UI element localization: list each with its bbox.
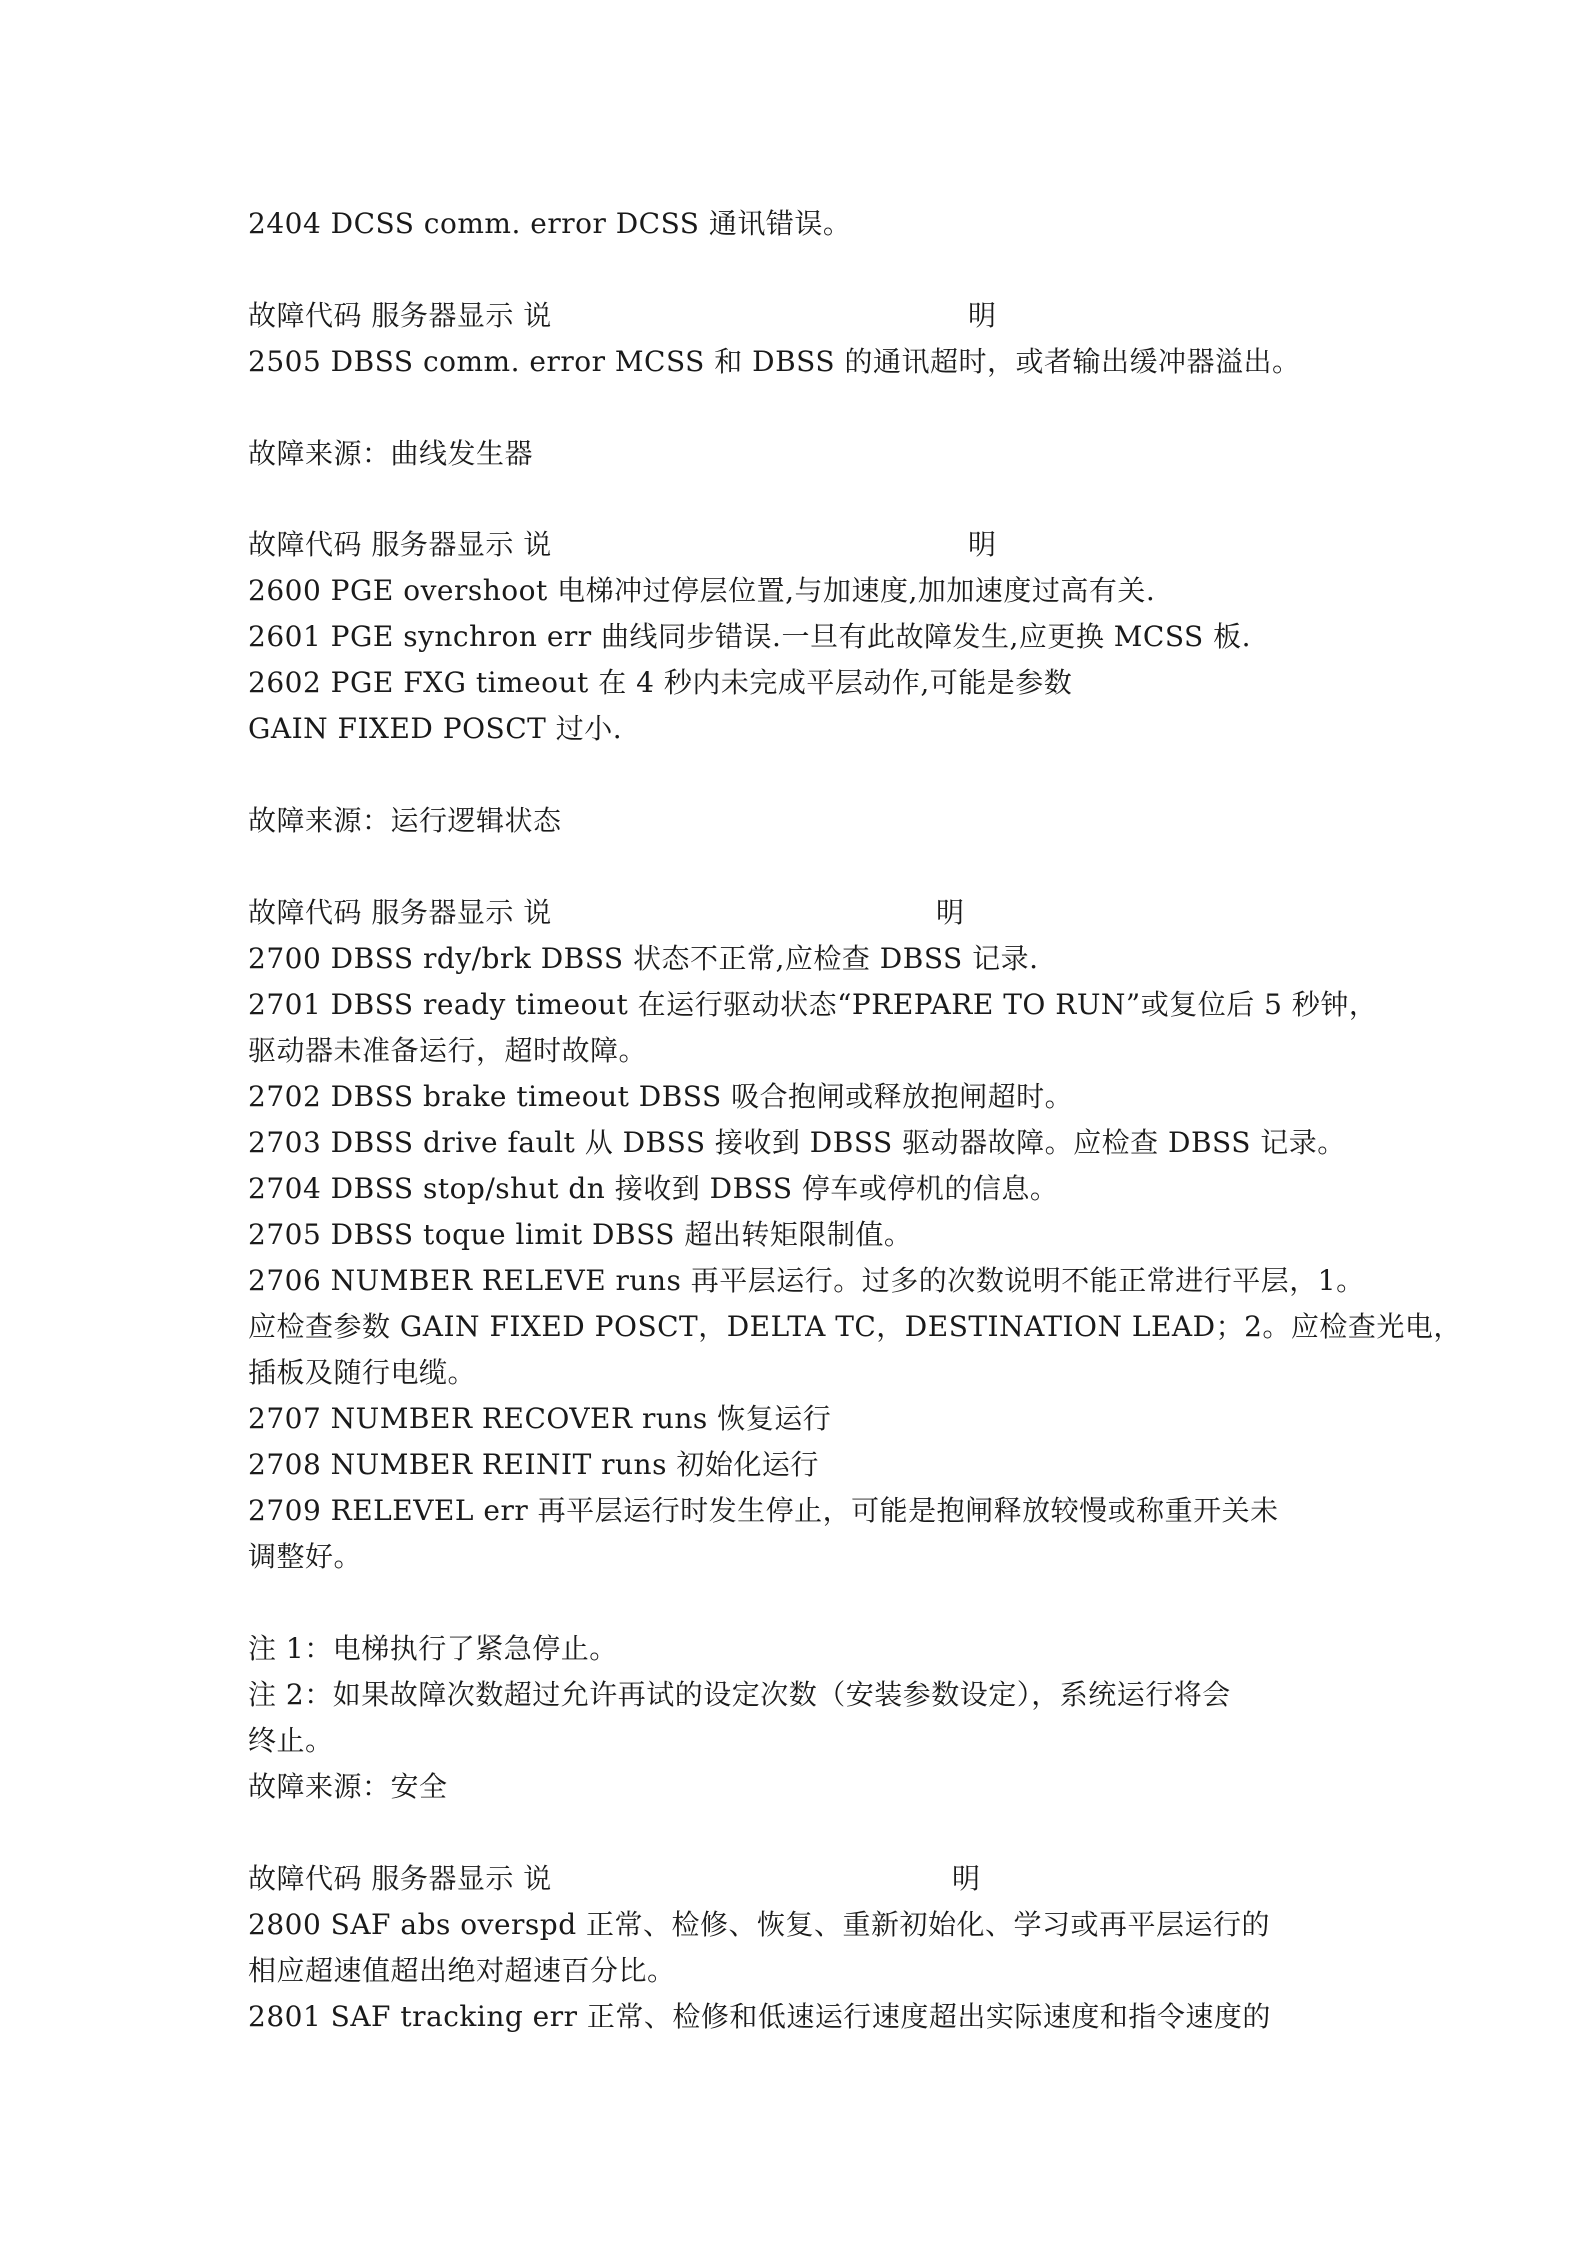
fault-2709-line: 2709 RELEVEL err 再平层运行时发生停止，可能是抱闸释放较慢或称重开关未 [248, 1494, 1279, 1527]
fault-2708-line: 2708 NUMBER REINIT runs 初始化运行 [248, 1448, 819, 1481]
table-header-ming: 明 [952, 1862, 981, 1895]
fault-2701-line: 2701 DBSS ready timeout 在运行驱动状态“PREPARE TO RUN”或复位后 5 秒钟， [248, 988, 1378, 1021]
fault-2706-continuation: 插板及随行电缆。 [248, 1356, 477, 1389]
section-heading-safety: 故障来源：安全 [248, 1770, 448, 1803]
fault-2801-line: 2801 SAF tracking err 正常、检修和低速运行速度超出实际速度和指令速度的 [248, 2000, 1271, 2033]
table-header-label: 故障代码 服务器显示 说 [248, 1862, 552, 1895]
table-header-label: 故障代码 服务器显示 说 [248, 528, 552, 561]
table-header-ming: 明 [968, 528, 997, 561]
section-heading-run-logic: 故障来源：运行逻辑状态 [248, 804, 562, 837]
fault-2602-continuation: GAIN FIXED POSCT 过小. [248, 712, 623, 745]
fault-2705-line: 2705 DBSS toque limit DBSS 超出转矩限制值。 [248, 1218, 913, 1251]
fault-2707-line: 2707 NUMBER RECOVER runs 恢复运行 [248, 1402, 832, 1435]
fault-2404-line: 2404 DCSS comm. error DCSS 通讯错误。 [248, 207, 852, 240]
table-header-label: 故障代码 服务器显示 说 [248, 299, 552, 332]
table-header-ming: 明 [936, 896, 965, 929]
fault-2505-line: 2505 DBSS comm. error MCSS 和 DBSS 的通讯超时，或者输出缓冲器溢出。 [248, 345, 1301, 378]
fault-2704-line: 2704 DBSS stop/shut dn 接收到 DBSS 停车或停机的信息。 [248, 1172, 1059, 1205]
note-2: 注 2：如果故障次数超过允许再试的设定次数（安装参数设定），系统运行将会 [248, 1678, 1231, 1711]
fault-2702-line: 2702 DBSS brake timeout DBSS 吸合抱闸或释放抱闸超时。 [248, 1080, 1074, 1113]
table-header-label: 故障代码 服务器显示 说 [248, 896, 552, 929]
fault-2602-line: 2602 PGE FXG timeout 在 4 秒内未完成平层动作,可能是参数 [248, 666, 1073, 699]
fault-2701-continuation: 驱动器未准备运行，超时故障。 [248, 1034, 648, 1067]
fault-2706-continuation: 应检查参数 GAIN FIXED POSCT，DELTA TC，DESTINATION LEAD；2。应检查光电， [248, 1310, 1462, 1343]
table-header-ming: 明 [968, 299, 997, 332]
fault-2709-continuation: 调整好。 [248, 1540, 363, 1573]
note-1: 注 1：电梯执行了紧急停止。 [248, 1632, 618, 1665]
fault-2601-line: 2601 PGE synchron err 曲线同步错误.一旦有此故障发生,应更换 MCSS 板. [248, 620, 1252, 653]
fault-2706-line: 2706 NUMBER RELEVE runs 再平层运行。过多的次数说明不能正常进行平层，1。 [248, 1264, 1365, 1297]
fault-2800-line: 2800 SAF abs overspd 正常、检修、恢复、重新初始化、学习或再平层运行的 [248, 1908, 1271, 1941]
note-2-continuation: 终止。 [248, 1724, 334, 1757]
fault-2600-line: 2600 PGE overshoot 电梯冲过停层位置,与加速度,加加速度过高有关. [248, 574, 1156, 607]
fault-2703-line: 2703 DBSS drive fault 从 DBSS 接收到 DBSS 驱动器故障。应检查 DBSS 记录。 [248, 1126, 1346, 1159]
fault-2700-line: 2700 DBSS rdy/brk DBSS 状态不正常,应检查 DBSS 记录. [248, 942, 1039, 975]
section-heading-curve-generator: 故障来源：曲线发生器 [248, 437, 534, 470]
fault-2800-continuation: 相应超速值超出绝对超速百分比。 [248, 1954, 676, 1987]
